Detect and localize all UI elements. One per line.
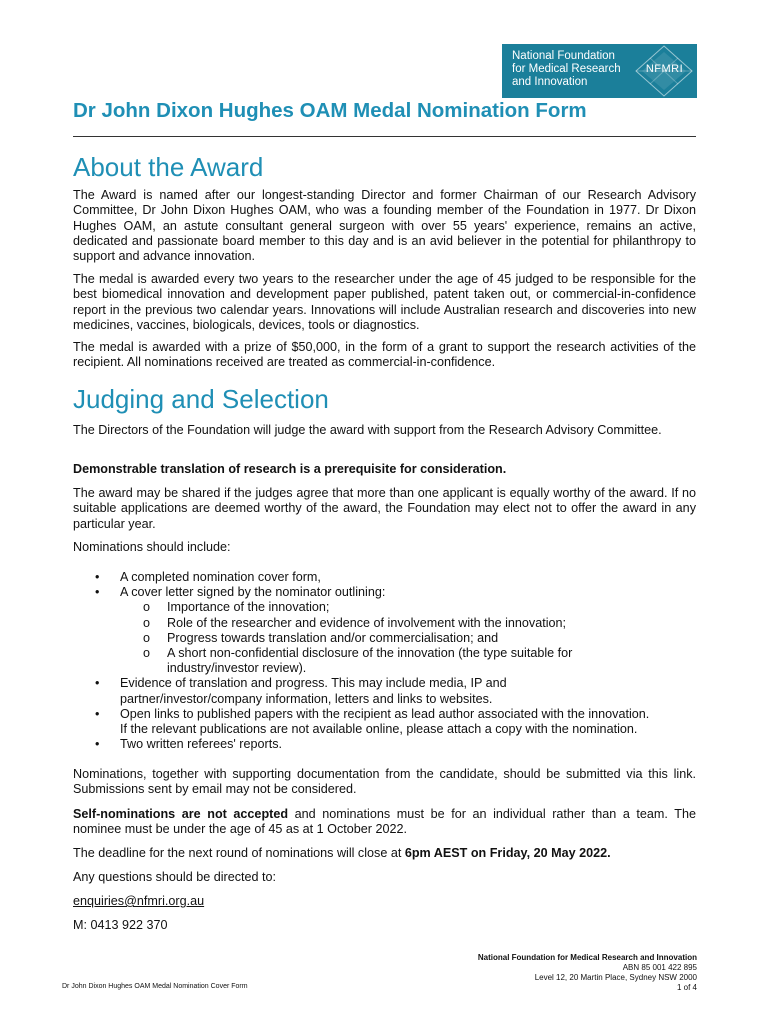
- bullet-icon: •: [95, 737, 100, 752]
- judging-paragraph-3: The award may be shared if the judges agree that more than one applicant is equally worthy of the award. If no suitable applications are deemed worthy of the award, the Foundation may elect not to offer the award in any particular year.: [73, 486, 696, 531]
- circle-bullet-icon: o: [143, 615, 151, 630]
- deadline-line: [73, 846, 611, 861]
- bullet-icon: •: [95, 585, 100, 600]
- contact-phone: M: 0413 922 370: [73, 918, 168, 932]
- bullet-icon: •: [95, 570, 100, 584]
- logo-wordmark: [502, 44, 632, 98]
- about-heading: About the Award: [73, 152, 264, 182]
- footer-page-number: 1 of 4: [676, 983, 697, 992]
- logo-line-3: and Innovation: [512, 76, 588, 88]
- sub-list-item: o Importance of the innovation;: [143, 600, 330, 615]
- self-nomination-paragraph: [73, 807, 696, 838]
- list-item-continued: partner/investor/company information, letters and links to websites.: [120, 691, 493, 706]
- bullet-icon: •: [95, 706, 100, 721]
- about-paragraph-3: The medal is awarded with a prize of $50,000, in the form of a grant to support the research activities of the recipient. All nominations received are treated as commercial-in-confidence.: [73, 340, 696, 370]
- circle-bullet-icon: o: [143, 600, 151, 615]
- about-paragraph-1: The Award is named after our longest-standing Director and former Chairman of our Research Advisory Committee, Dr John Dixon Hughes OAM, who was a founding member of the Foundation in 1977. Dr Dixon Hughes OAM, an astute consultant general surgeon with over 55 years' experience, remains an active, dedicated and passionate board member to this day and is an avid believer in the potential for philanthropy to support and advance innovation.: [73, 188, 696, 264]
- footer-address: Level 12, 20 Martin Place, Sydney NSW 2000: [534, 973, 697, 982]
- sub-list-item: o A short non-confidential disclosure of the innovation (the type suitable for: [143, 646, 573, 661]
- list-item: • Evidence of translation and progress. This may include media, IP and: [95, 676, 507, 691]
- questions-line: Any questions should be directed to:: [73, 870, 277, 884]
- list-item-continued: If the relevant publications are not available online, please attach a copy with the nomination.: [120, 722, 638, 737]
- list-item: • A cover letter signed by the nominator outlining:: [95, 585, 386, 600]
- logo-abbr: NFMRI: [645, 63, 684, 75]
- sub-list-item: o Progress towards translation and/or commercialisation; and: [143, 630, 499, 645]
- judging-prerequisite: Demonstrable translation of research is a prerequisite for consideration.: [73, 462, 507, 476]
- document-title: Dr John Dixon Hughes OAM Medal Nomination Form: [73, 99, 587, 122]
- judging-paragraph-1: The Directors of the Foundation will judge the award with support from the Research Advisory Committee.: [73, 423, 662, 437]
- nfmri-logo: [502, 44, 697, 98]
- nominations-intro: Nominations should include:: [73, 540, 231, 554]
- contact-email-link[interactable]: enquiries@nfmri.org.au: [73, 894, 205, 908]
- deadline-text: The deadline for the next round of nominations will close at: [73, 846, 405, 860]
- list-item: • A completed nomination cover form,: [95, 570, 321, 584]
- nomination-requirements-list: [73, 570, 696, 752]
- circle-bullet-icon: o: [143, 646, 151, 661]
- sub-list-item-continued: industry/investor review).: [167, 661, 307, 676]
- footer-abn: ABN 85 001 422 895: [622, 963, 697, 972]
- self-nomination-bold: Self-nominations are not accepted: [73, 807, 289, 821]
- footer-address-block: [478, 953, 697, 993]
- list-item: • Two written referees' reports.: [95, 737, 282, 752]
- circle-bullet-icon: o: [143, 630, 151, 645]
- bullet-icon: •: [95, 676, 100, 691]
- footer-org: National Foundation for Medical Research and Innovation: [477, 953, 697, 962]
- self-nomination-rest: and nominations must be for an individual rather than a team. The nominee must be under the age of 45 as at 1 October 2022.: [73, 807, 696, 837]
- logo-line-1: National Foundation: [512, 50, 615, 62]
- footer-form-name: Dr John Dixon Hughes OAM Medal Nomination Cover Form: [62, 983, 248, 990]
- title-divider: [73, 136, 696, 137]
- about-paragraph-2: The medal is awarded every two years to the researcher under the age of 45 judged to be responsible for the best biomedical innovation and development paper published, patent taken out, or commercial-in-confidence report in the previous two calendar years. Innovations will include Australian research and discoveries into new medicines, vaccines, biologicals, devices, tools or diagnostics.: [73, 272, 696, 332]
- deadline-date: 6pm AEST on Friday, 20 May 2022.: [404, 846, 611, 860]
- logo-line-2: for Medical Research: [512, 63, 621, 75]
- judging-heading: Judging and Selection: [73, 384, 329, 414]
- logo-diamond-icon: [632, 44, 697, 98]
- sub-list-item: o Role of the researcher and evidence of involvement with the innovation;: [143, 615, 567, 630]
- list-item: • Open links to published papers with the recipient as lead author associated with the innovation.: [95, 706, 650, 721]
- submission-paragraph: Nominations, together with supporting documentation from the candidate, should be submitted via this link. Submissions sent by email may not be considered.: [73, 767, 696, 797]
